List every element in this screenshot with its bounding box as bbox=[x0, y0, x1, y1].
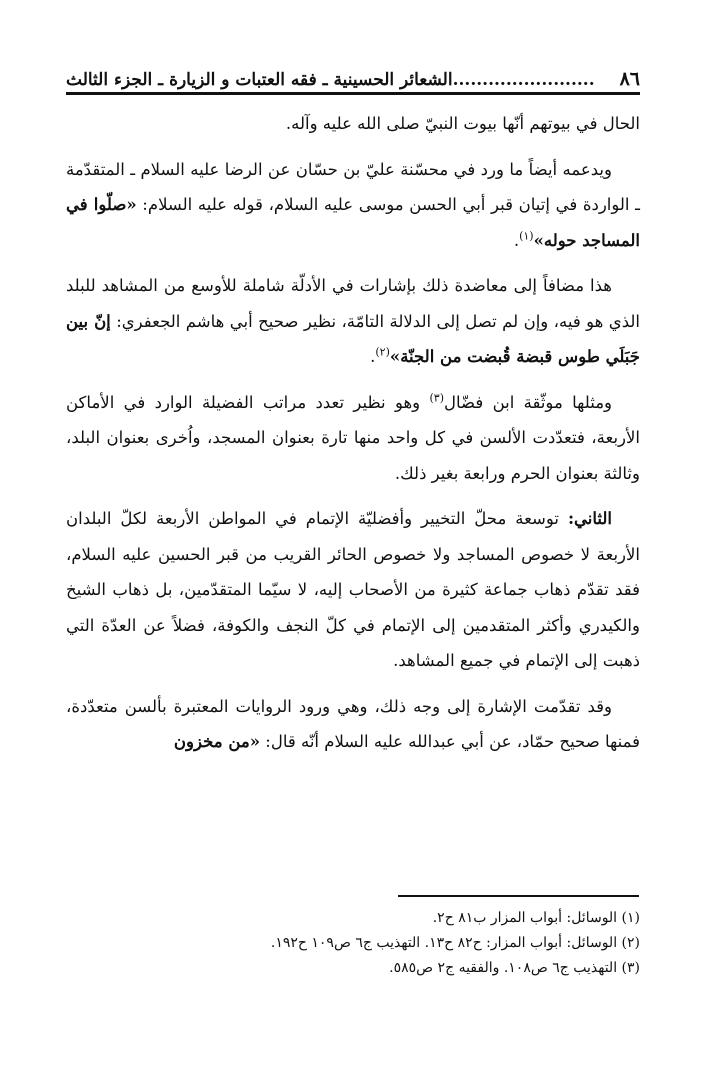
footnote-3: (٣) التهذيب ج٦ ص١٠٨. والفقيه ج٢ ص٥٨٥. bbox=[389, 960, 640, 976]
running-title: ........................الشعائر الحسينية ـ فقه العتبات و الزيارة ـ الجزء الثالث bbox=[66, 70, 595, 90]
footnote-1: (١) الوسائل: أبواب المزار ب٨١ ح٢. bbox=[432, 910, 640, 926]
paragraph-5-text: توسعة محلّ التخيير وأفضليّة الإتمام في المواطن الأربعة لكلّ البلدان الأربعة لا خصوص المساجد ولا خصوص الحائر القريب من قبر الحسين عليه السلام، فقد تقدّم ذهاب جماعة كثيرة من الأصحاب إليه، لا سيّما المتقدّمين، بل ذهاب الشيخ والكيدري وأكثر المتقدمين إلى الإتمام في كلّ النجف والكوفة، فضلاً عن العدّة التي ذهبت إلى الإتمام في جميع المشاهد. bbox=[66, 509, 640, 670]
footnotes bbox=[66, 906, 640, 981]
section-label-second: الثاني: bbox=[567, 509, 612, 528]
main-text bbox=[66, 106, 640, 770]
paragraph-3-text: هذا مضافاً إلى معاضدة ذلك بإشارات في الأدلّة شاملة للأوسع من المشاهد للبلد الذي هو فيه، وإن لم تصل إلى الدلالة التامّة، نظير صحيح أبي هاشم الجعفري: bbox=[66, 276, 640, 331]
footnote-ref-1: (١) bbox=[519, 229, 534, 242]
header-divider bbox=[66, 92, 640, 95]
footnote-2: (٢) الوسائل: أبواب المزار: ح٨٢ ح١٣. التهذيب ج٦ ص١٠٩ ح١٩٢. bbox=[270, 935, 640, 951]
paragraph-2 bbox=[66, 152, 640, 259]
paragraph-4-text-b: وهو نظير تعدد مراتب الفضيلة الوارد في الأماكن الأربعة، فتعدّدت الألسن في كل واحد منها تارة بعنوان المسجد، واُخرى بعنوان البلد، وثالثة بعنوان الحرم ورابعة بغير ذلك. bbox=[66, 392, 640, 483]
hadith-quote-1: «صلّوا في المساجد حوله» bbox=[66, 195, 640, 250]
paragraph-4-text-a: ومثلها موثّقة ابن فضّال bbox=[444, 392, 613, 412]
footnote-divider bbox=[398, 895, 639, 897]
paragraph-5 bbox=[66, 501, 640, 679]
paragraph-1-text: الحال في بيوتهم أنّها بيوت النبيّ صلى الله عليه وآله. bbox=[285, 114, 640, 133]
running-header bbox=[66, 60, 640, 90]
paragraph-3 bbox=[66, 268, 640, 375]
hadith-quote-2: إنّ بين جَبَلَي طوس قبضة قُبضت من الجنّة» bbox=[66, 311, 640, 366]
footnote-ref-2: (٢) bbox=[375, 345, 390, 359]
paragraph-2-text: ويدعمه أيضاً ما ورد في محسّنة عليّ بن حسّان عن الرضا عليه السلام ـ المتقدّمة ـ الواردة في إتيان قبر أبي الحسن موسى عليه السلام، قوله عليه السلام: bbox=[66, 159, 640, 214]
paragraph-2-end: . bbox=[513, 230, 520, 250]
hadith-quote-3: «من مخزون bbox=[173, 732, 261, 751]
paragraph-1 bbox=[66, 106, 640, 142]
paragraph-6 bbox=[66, 689, 640, 760]
paragraph-3-end: . bbox=[370, 347, 376, 366]
paragraph-6-text: وقد تقدّمت الإشارة إلى وجه ذلك، وهي ورود الروايات المعتبرة بألسن متعدّدة، فمنها صحيح حمّاد، عن أبي عبدالله عليه السلام أنّه قال: bbox=[66, 696, 640, 751]
page-number: ٨٦ bbox=[619, 68, 640, 90]
footnote-ref-3: (٣) bbox=[429, 391, 445, 404]
paragraph-4 bbox=[66, 385, 640, 492]
